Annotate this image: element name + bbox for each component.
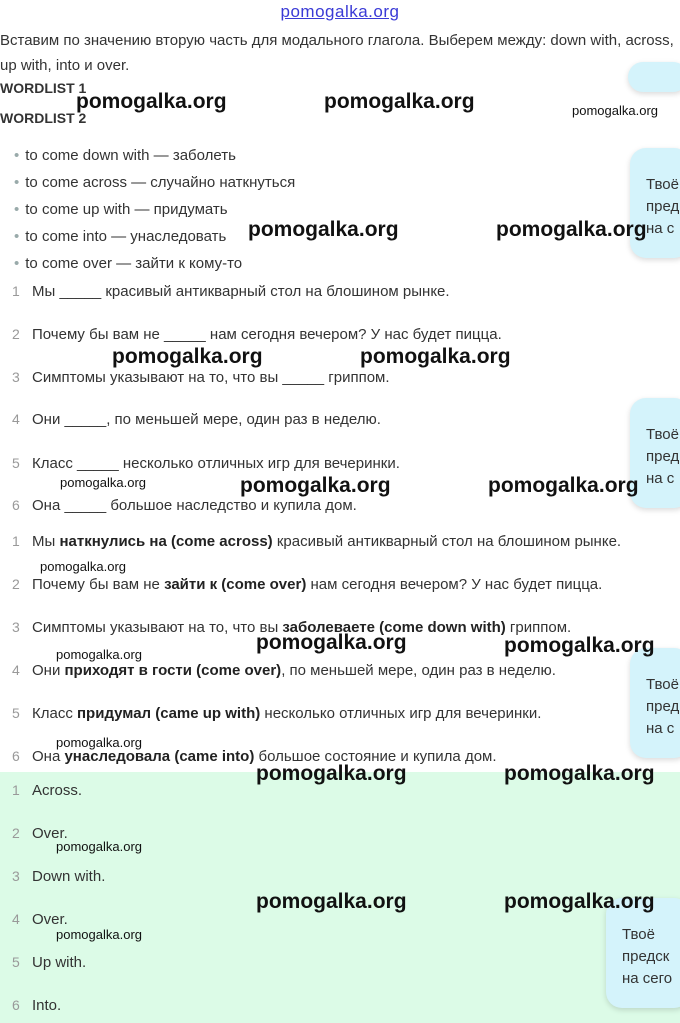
task-row: 5 Класс _____ несколько отличных игр для вечеринки.: [12, 455, 400, 472]
watermark: pomogalka.org: [56, 735, 142, 750]
watermark: pomogalka.org: [488, 474, 639, 497]
vocab-item: • to come across — случайно наткнуться: [14, 174, 296, 191]
answer-row: 3 Down with.: [12, 868, 106, 885]
answer-row: 4 Over.: [12, 911, 68, 928]
solution-row: 1 Мы наткнулись на (come across) красивый антикварный стол на блошином рынке.: [12, 533, 622, 550]
watermark: pomogalka.org: [56, 839, 142, 854]
prediction-bubble[interactable]: Твоё пред на с: [630, 648, 680, 758]
vocab-item: • to come over — зайти к кому-то: [14, 255, 243, 272]
watermark: pomogalka.org: [256, 762, 407, 785]
watermark: pomogalka.org: [240, 474, 391, 497]
watermark: pomogalka.org: [504, 762, 655, 785]
bullet-icon: •: [14, 228, 20, 245]
watermark: pomogalka.org: [248, 218, 399, 241]
task-row: 2 Почему бы вам не _____ нам сегодня вечером? У нас будет пицца.: [12, 326, 502, 343]
vocab-item: • to come up with — придумать: [14, 201, 228, 218]
task-row: 3 Симптомы указывают на то, что вы _____ гриппом.: [12, 369, 390, 386]
watermark: pomogalka.org: [504, 890, 655, 913]
vocab-item: • to come into — унаследовать: [14, 228, 227, 245]
task-row: 1 Мы _____ красивый антикварный стол на блошином рынке.: [12, 283, 450, 300]
watermark: pomogalka.org: [56, 647, 142, 662]
bullet-icon: •: [14, 201, 20, 218]
answer-row: 5 Up with.: [12, 954, 87, 971]
answer-row: 2 Over.: [12, 825, 68, 842]
bullet-icon: •: [14, 255, 20, 272]
solution-row: 5 Класс придумал (came up with) несколько отличных игр для вечеринки.: [12, 705, 542, 722]
watermark: pomogalka.org: [360, 345, 511, 368]
site-logo[interactable]: pomogalka.org: [280, 2, 400, 21]
prediction-bubble[interactable]: Твоё предск на сего: [606, 898, 680, 1008]
bullet-icon: •: [14, 174, 20, 191]
task-row: 6 Она _____ большое наследство и купила дом.: [12, 497, 357, 514]
solution-row: 4 Они приходят в гости (come over), по меньшей мере, один раз в неделю.: [12, 662, 556, 679]
solution-row: 2 Почему бы вам не зайти к (come over) нам сегодня вечером? У нас будет пицца.: [12, 576, 603, 593]
watermark: pomogalka.org: [76, 90, 227, 113]
answer-row: 1 Across.: [12, 782, 83, 799]
watermark: pomogalka.org: [56, 927, 142, 942]
watermark: pomogalka.org: [40, 559, 126, 574]
watermark: pomogalka.org: [496, 218, 647, 241]
bullet-icon: •: [14, 147, 20, 164]
solution-row: 3 Симптомы указывают на то, что вы заболеваете (come down with) гриппом.: [12, 619, 572, 636]
watermark: pomogalka.org: [60, 475, 146, 490]
solution-row: 6 Она унаследовала (came into) большое состояние и купила дом.: [12, 748, 497, 765]
watermark: pomogalka.org: [324, 90, 475, 113]
watermark: pomogalka.org: [504, 634, 655, 657]
wordlist-1-label: WORDLIST 1: [0, 80, 87, 96]
answer-row: 6 Into.: [12, 997, 62, 1014]
wordlist-2-label: WORDLIST 2: [0, 110, 87, 126]
prediction-bubble[interactable]: [628, 62, 680, 92]
task-row: 4 Они _____, по меньшей мере, один раз в неделю.: [12, 411, 381, 428]
watermark: pomogalka.org: [572, 103, 658, 118]
watermark: pomogalka.org: [256, 631, 407, 654]
watermark: pomogalka.org: [256, 890, 407, 913]
prediction-bubble[interactable]: Твоё пред на с: [630, 148, 680, 258]
prediction-bubble[interactable]: Твоё пред на с: [630, 398, 680, 508]
vocab-item: • to come down with — заболеть: [14, 147, 236, 164]
watermark: pomogalka.org: [112, 345, 263, 368]
intro-text: Вставим по значению вторую часть для модального глагола. Выберем между: down with, across, up with, into и over.: [0, 32, 674, 74]
